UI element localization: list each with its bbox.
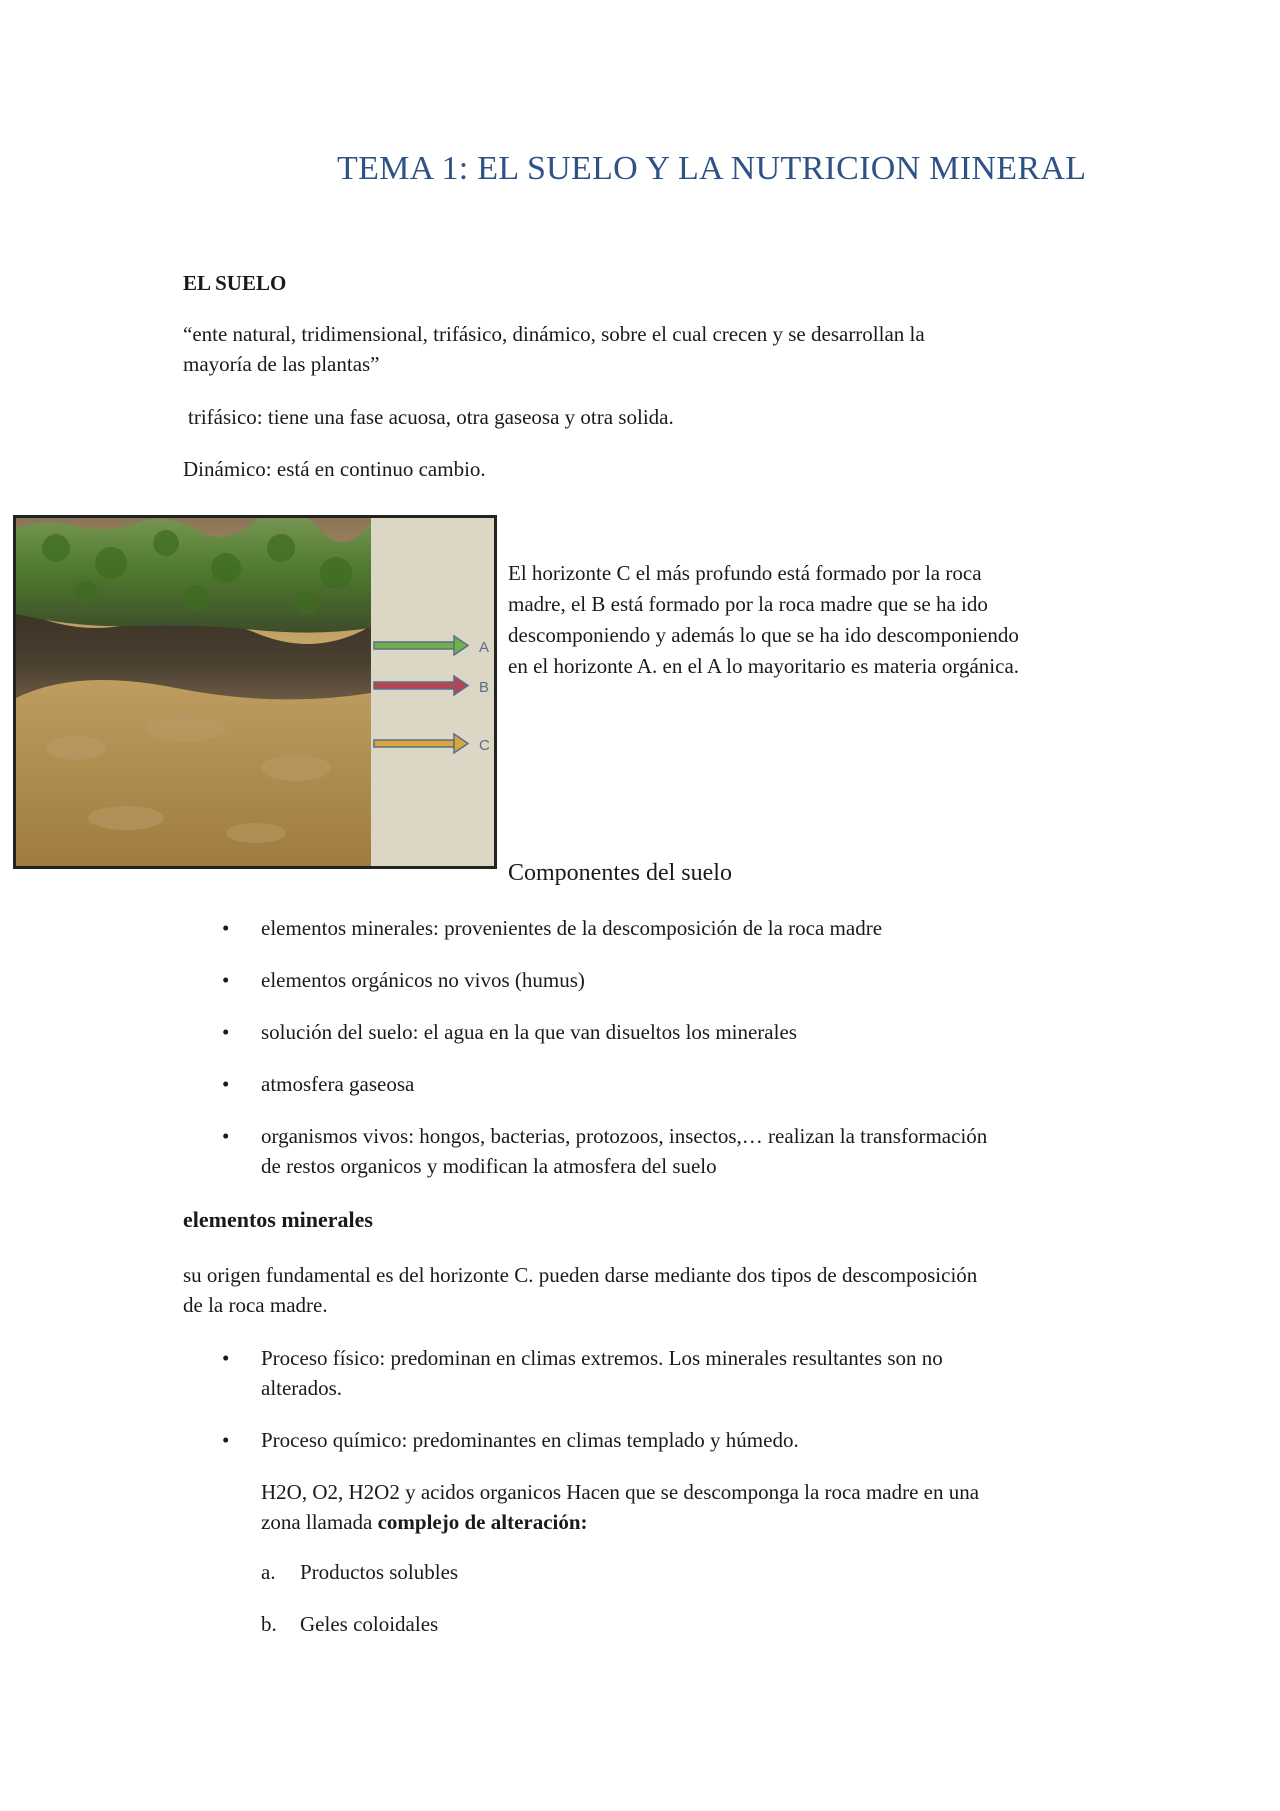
bullet: •: [222, 1346, 230, 1370]
list-item-productos-solubles: Productos solubles: [300, 1560, 459, 1584]
chemical-line-1: H2O, O2, H2O2 y acidos organicos Hacen que se descomponga la roca madre en una: [261, 1480, 980, 1504]
section-heading-el-suelo: EL SUELO: [183, 271, 287, 295]
proceso-quimico: Proceso químico: predominantes en climas templado y húmedo.: [261, 1428, 799, 1452]
bullet: •: [222, 1428, 230, 1452]
horizons-line-4: en el horizonte A. en el A lo mayoritario es materia orgánica.: [508, 654, 1020, 678]
minerals-heading: elementos minerales: [183, 1207, 373, 1232]
complejo-alteracion: complejo de alteración:: [377, 1510, 588, 1534]
list-marker-b: b.: [261, 1612, 277, 1636]
document-title: TEMA 1: EL SUELO Y LA NUTRICION MINERAL: [337, 150, 1087, 187]
bullet: •: [222, 968, 230, 992]
list-item-continuation: de restos organicos y modifican la atmosfera del suelo: [261, 1154, 717, 1178]
definition-line-1: “ente natural, tridimensional, trifásico, dinámico, sobre el cual crecen y se desarrollan la: [183, 322, 925, 346]
soil-profile-svg: [16, 518, 494, 866]
list-item: organismos vivos: hongos, bacterias, protozoos, insectos,… realizan la transformación: [261, 1124, 988, 1148]
label-c: C: [479, 737, 490, 754]
list-item: elementos orgánicos no vivos (humus): [261, 968, 585, 992]
dinamico-text: Dinámico: está en continuo cambio.: [183, 457, 486, 481]
chemical-line-2: [261, 1507, 1101, 1537]
list-item: elementos minerales: provenientes de la descomposición de la roca madre: [261, 916, 883, 940]
chemical-line-2-prefix: zona llamada: [261, 1510, 378, 1534]
proceso-fisico-line-1: Proceso físico: predominan en climas extremos. Los minerales resultantes son no: [261, 1346, 943, 1370]
horizons-line-3: descomponiendo y además lo que se ha ido descomponiendo: [508, 623, 1019, 647]
trifasico-text: trifásico: tiene una fase acuosa, otra gaseosa y otra solida.: [188, 405, 674, 429]
horizons-paragraph: [508, 558, 1098, 682]
horizons-line-1: El horizonte C el más profundo está formado por la roca: [508, 561, 982, 585]
list-item-geles-coloidales: Geles coloidales: [300, 1612, 439, 1636]
proceso-fisico-line-2: alterados.: [261, 1376, 343, 1400]
vegetation-layer: [16, 518, 371, 633]
minerals-intro-line-1: su origen fundamental es del horizonte C. pueden darse mediante dos tipos de descomposición: [183, 1263, 978, 1287]
list-item: atmosfera gaseosa: [261, 1072, 415, 1096]
list-marker-a: a.: [261, 1560, 276, 1584]
label-b: B: [479, 679, 490, 696]
soil-profile-image: [13, 515, 497, 869]
components-heading: Componentes del suelo: [508, 860, 732, 886]
minerals-intro-line-2: de la roca madre.: [183, 1293, 328, 1317]
bullet: •: [222, 1020, 230, 1044]
definition-line-2: mayoría de las plantas”: [183, 352, 380, 376]
label-a: A: [479, 639, 490, 656]
bullet: •: [222, 1072, 230, 1096]
horizons-line-2: madre, el B está formado por la roca madre que se ha ido: [508, 592, 988, 616]
list-item: solución del suelo: el agua en la que van disueltos los minerales: [261, 1020, 797, 1044]
bullet: •: [222, 916, 230, 940]
bullet: •: [222, 1124, 230, 1148]
